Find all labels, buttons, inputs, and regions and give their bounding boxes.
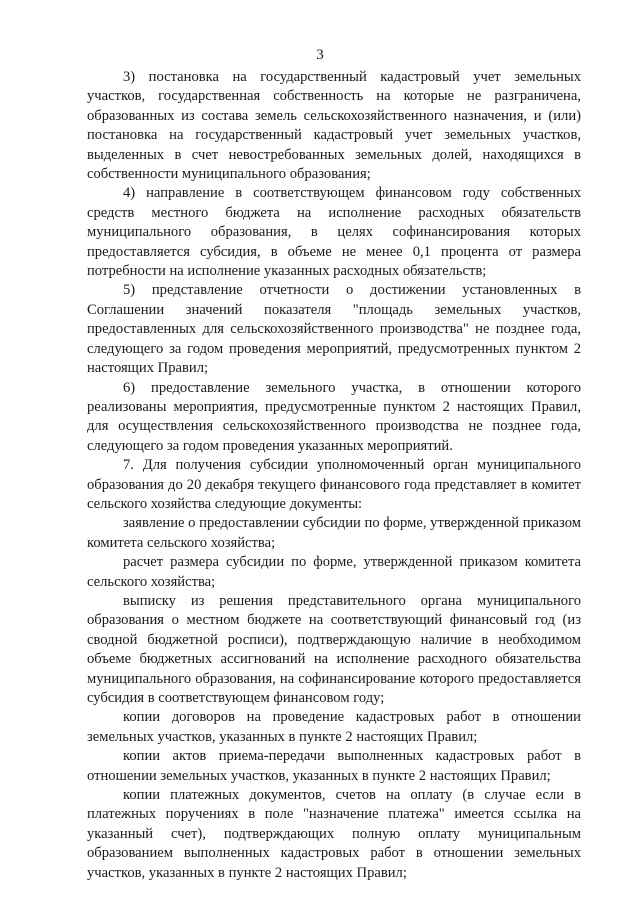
document-list-payment-documents: копии платежных документов, счетов на оплату (в случае если в платежных поручениях в поле "назначение платежа" имеется ссылка на указанный счет), подтверждающих полную оплату муниципальным образованием выполненных кадастровых работ в отношении земельных участков, указанных в пункте 2 настоящих Правил; (87, 787, 581, 881)
document-list-acceptance-acts: копии актов приема-передачи выполненных кадастровых работ в отношении земельных участков, указанных в пункте 2 настоящих Правил; (87, 748, 581, 784)
paragraph-item-3: 3) постановка на государственный кадастровый учет земельных участков, государственная собственность на которые не разграничена, образованных из состава земель сельскохозяйственного назначения, и (или) постановка на государственный кадастровый учет земельных участков, выделенных в счет невостребованных земельных долей, находящихся в собственности муниципального образования; (87, 69, 581, 183)
document-body (87, 68, 581, 883)
document-list-calculation: расчет размера субсидии по форме, утвержденной приказом комитета сельского хозяйства; (87, 554, 581, 590)
document-list-budget-extract: выписку из решения представительного органа муниципального образования о местном бюджете на соответствующий финансовый год (из сводной бюджетной росписи), подтверждающую наличие в необходимом объеме бюджетных ассигнований на исполнение расходного обязательства муниципального образования, на софинансирование которого предоставляется субсидия в соответствующем финансовом году; (87, 592, 581, 706)
paragraph-section-7: 7. Для получения субсидии уполномоченный орган муниципального образования до 20 декабря текущего финансового года представляет в комитет сельского хозяйства следующие документы: (87, 457, 581, 512)
paragraph-item-4: 4) направление в соответствующем финансовом году собственных средств местного бюджета на исполнение расходных обязательств муниципального образования, в целях софинансирования которых предоставляется субсидия, в объеме не менее 0,1 процента от размера потребности на исполнение указанных расходных обязательств; (87, 185, 581, 280)
page-number: 3 (316, 47, 324, 63)
document-list-contracts: копии договоров на проведение кадастровых работ в отношении земельных участков, указанных в пункте 2 настоящих Правил; (87, 709, 581, 745)
paragraph-item-6: 6) предоставление земельного участка, в отношении которого реализованы мероприятия, предусмотренные пунктом 2 настоящих Правил, для осуществления сельскохозяйственного производства не позднее года, следующего за годом проведения указанных мероприятий. (87, 379, 581, 454)
paragraph-item-5: 5) представление отчетности о достижении установленных в Соглашении значений показателя "площадь земельных участков, предоставленных для сельскохозяйственного производства" не позднее года, следующего за годом проведения мероприятий, предусмотренных пунктом 2 настоящих Правил; (87, 282, 581, 377)
document-list-application: заявление о предоставлении субсидии по форме, утвержденной приказом комитета сельского хозяйства; (87, 515, 581, 551)
